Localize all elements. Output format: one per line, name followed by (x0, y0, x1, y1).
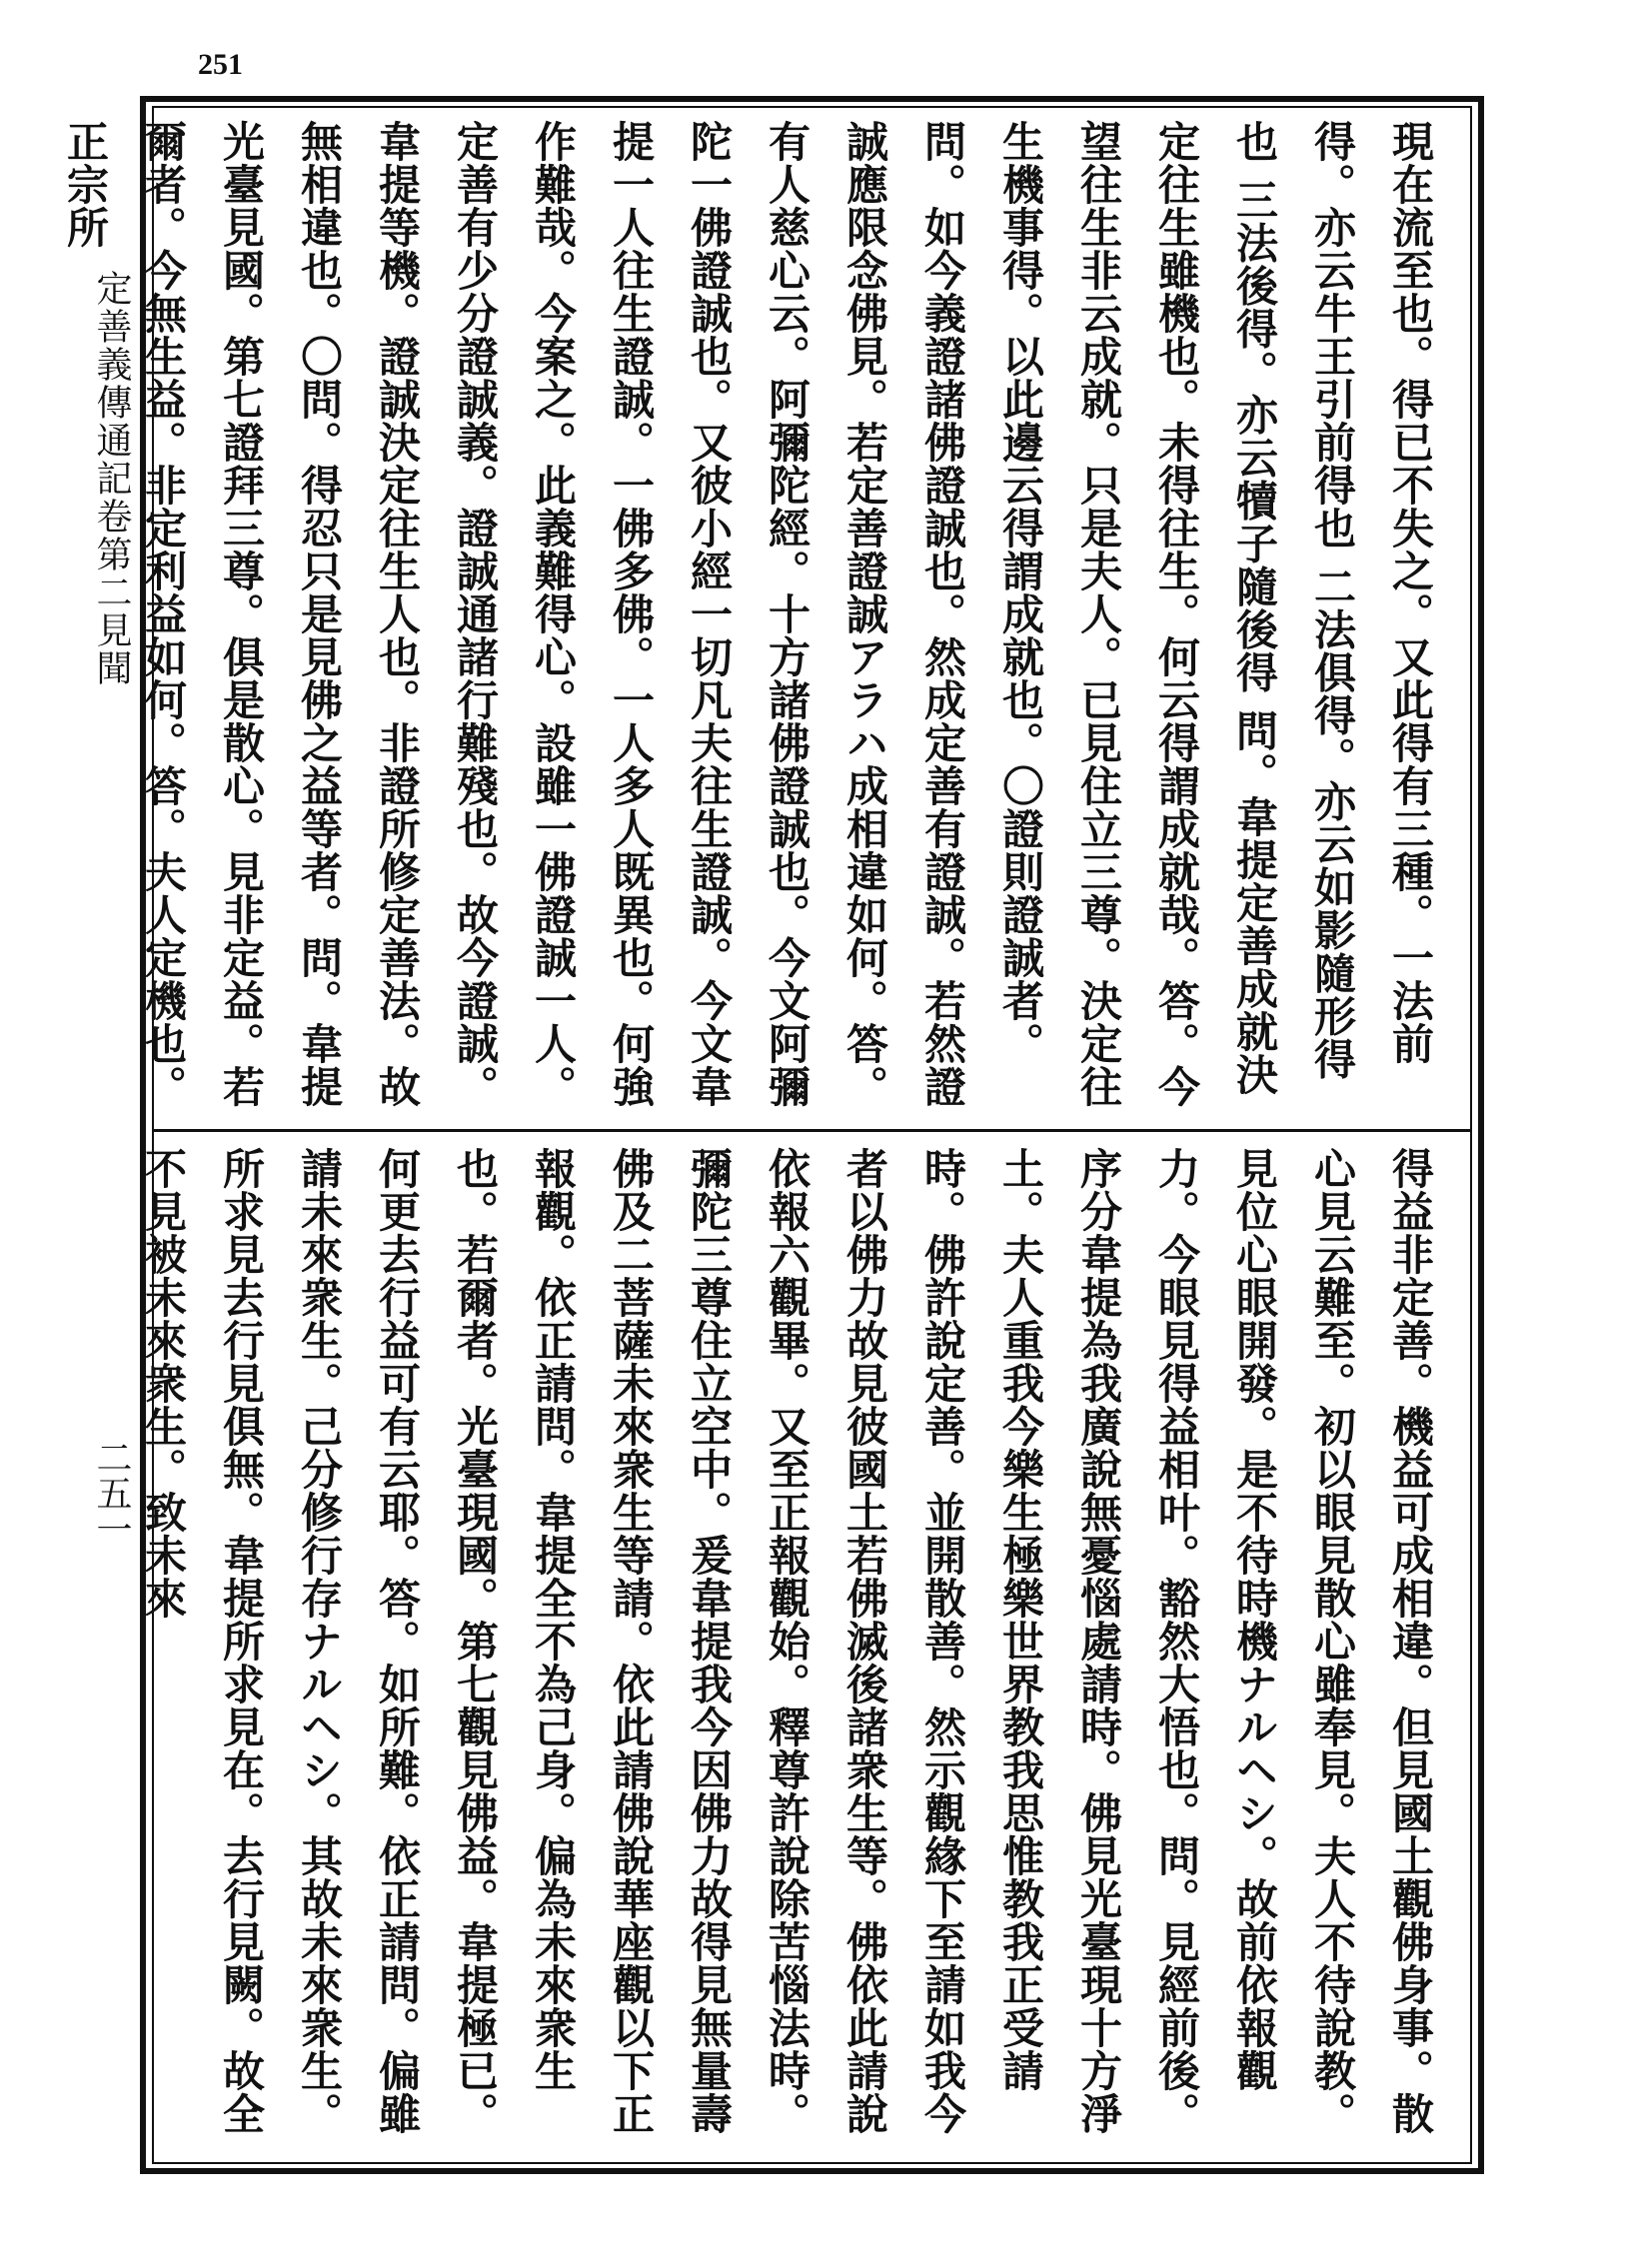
lower-text-panel (139, 1147, 1449, 2146)
running-title: 定善義傳通記卷第二見聞 (91, 270, 132, 687)
page-number: 251 (198, 48, 243, 81)
page-number-kanji: 二五一 (91, 1439, 132, 1547)
section-divider (152, 1129, 1472, 1132)
lower-text: 得益非定善。機益可成相違。但見國土觀佛身事。散心見云難至。初以眼見散心雖奉見。夫人不待說教。見位心眼開發。是不待時機ナルヘシ。故前依報觀力。今眼見得益相叶。豁然大悟也。問。見經前後。序分韋提為我廣說無憂惱處請時。佛見光臺現十方淨土。夫人重我今樂生極樂世界教我思惟教我正受請時。佛許說定善。並開散善。然示觀緣下至請如我今者以佛力故見彼國土若佛滅後諸衆生等。佛依此請說依報六觀畢。又至正報觀始。釋尊許說除苦惱法時。彌陀三尊住立空中。爰韋提我今因佛力故得見無量壽佛及二菩薩未來衆生等請。依此請佛說華座觀以下正報觀。依正請問。韋提全不為己身。偏為未來衆生也。若爾者。光臺現國。第七觀見佛益。韋提極已。何更去行益可有云耶。答。如所難。依正請問。偏雖請未來衆生。己分修行存ナルヘシ。其故未來衆生。所求見去行見俱無。韋提所求見在。去行見闕。故全不見被未來衆生。致未來 (139, 1147, 1435, 2135)
upper-text: 現在流至也。得已不失之。又此得有三種。一法前得。亦云牛王引前得也 二法俱得。亦云如影隨形得也 三法後得。亦云犢子隨後得 問。韋提定善成就決定往生雖機也。未得往生。何云得謂成就哉。答。今望往生非云成就。只是夫人。已見住立三尊。決定往生機事得。以此邊云得謂成就也。〇證則證誠者。問。如今義證諸佛證誠也。然成定善有證誠。若然證誠應限念佛見。若定善證誠アラハ成相違如何。答。有人慈心云。阿彌陀經。十方諸佛證誠也。今文阿彌陀一佛證誠也。又彼小經一切凡夫往生證誠。今文韋提一人往生證誠。一佛多佛。一人多人既異也。何強作難哉。今案之。此義難得心。設雖一佛證誠一人。定善有少分證誠義。證誠通諸行難殘也。故今證誠。韋提等機。證誠決定往生人也。非證所修定善法。故無相違也。〇問。得忍只是見佛之益等者。問。韋提光臺見國。第七證拜三尊。俱是散心。見非定益。若爾者。今無生益。非定利益如何。答。夫人定機也。正宗所 (61, 120, 1435, 1108)
